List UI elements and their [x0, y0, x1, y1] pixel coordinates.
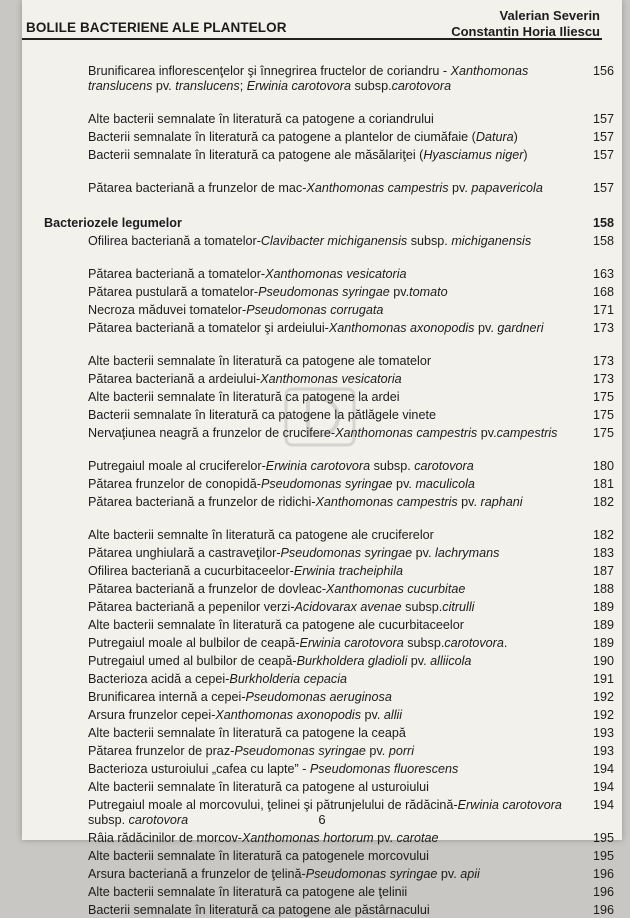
- title-text: Bacterii semnalate în literatură ca patogene la pătlăgele vinete: [88, 408, 436, 422]
- title-text: pv.: [365, 744, 389, 758]
- title-text: pv.: [389, 285, 410, 299]
- toc-entry-title: [88, 690, 392, 704]
- species-name: carotovora: [391, 79, 452, 93]
- toc-page-number: 175: [592, 408, 614, 422]
- species-name: Xanthomonas cucurbitae: [326, 582, 466, 596]
- species-name: Xanthomonas translucens: [88, 64, 529, 93]
- toc-entry-title: [88, 582, 465, 596]
- species-name: carotae: [396, 831, 439, 845]
- toc-page-number: 194: [592, 798, 614, 812]
- toc-entry-title: [88, 726, 406, 740]
- toc-entry: [88, 321, 614, 336]
- toc-entry-title: [88, 654, 471, 668]
- toc-page-number: 189: [592, 600, 614, 614]
- toc-page-number: 158: [592, 234, 614, 248]
- species-name: carotovora: [414, 459, 474, 473]
- toc-entry: [88, 267, 614, 282]
- toc-entry: [88, 726, 614, 741]
- toc-page-number: 173: [592, 321, 614, 335]
- title-text: Pătarea bacteriană a pepenilor verzi-: [88, 600, 295, 614]
- species-name: campestris: [496, 426, 558, 440]
- toc-page-number: 187: [592, 564, 614, 578]
- title-text: Pătarea bacteriană a ardeiului-: [88, 372, 261, 386]
- title-text: subsp.: [401, 600, 443, 614]
- toc-entry-title: [88, 708, 402, 722]
- toc-page-number: 191: [592, 672, 614, 686]
- toc-entry-title: [88, 903, 430, 917]
- title-text: Arsura bacteriană a frunzelor de ţelină-: [88, 867, 306, 881]
- section-heading: [44, 216, 614, 231]
- species-name: Xanthomonas campestris: [315, 495, 458, 509]
- toc-page-number: 157: [592, 148, 614, 162]
- toc-entry-title: [88, 867, 480, 881]
- toc-entry-title: [88, 831, 439, 845]
- toc-page-number: 163: [592, 267, 614, 281]
- species-name: carotovora: [444, 636, 504, 650]
- toc-entry-title: [88, 744, 414, 758]
- title-text: Ofilirea bacteriană a tomatelor-: [88, 234, 261, 248]
- title-text: subsp.: [370, 459, 415, 473]
- page-number: 6: [318, 812, 326, 827]
- toc-entry-title: [88, 528, 434, 542]
- species-name: tomato: [409, 285, 448, 299]
- toc-entry-title: [88, 130, 518, 144]
- toc-page-number: 157: [592, 181, 614, 195]
- species-name: raphani: [480, 495, 523, 509]
- title-text: Bacteriozele legumelor: [44, 216, 182, 230]
- species-name: gardneri: [497, 321, 544, 335]
- title-text: Putregaiul moale al cruciferelor-: [88, 459, 266, 473]
- species-name: Acidovarax avenae: [294, 600, 402, 614]
- toc-entry-title: [88, 546, 499, 560]
- species-name: Pseudomonas aeruginosa: [245, 690, 392, 704]
- species-name: Hyasciamus niger: [423, 148, 524, 162]
- toc-entry-title: [88, 636, 507, 650]
- toc-entry: [88, 112, 614, 127]
- toc-page-number: 183: [592, 546, 614, 560]
- title-text: Bacterioza usturoiului „cafea cu lapte” -: [88, 762, 310, 776]
- title-text: pv.: [474, 321, 498, 335]
- toc-page-number: 168: [592, 285, 614, 299]
- toc-entry: [88, 354, 614, 369]
- title-text: Râia rădăcinilor de morcov-: [88, 831, 242, 845]
- header-rule: [22, 38, 602, 40]
- species-name: Pseudomonas corrugata: [246, 303, 384, 317]
- toc-page-number: 157: [592, 130, 614, 144]
- toc-page-number: 175: [592, 390, 614, 404]
- species-name: papavericola: [471, 181, 543, 195]
- toc-entry: [88, 762, 614, 777]
- toc-entry-title: [88, 181, 543, 195]
- author-2: Constantin Horia Iliescu: [451, 24, 600, 39]
- toc-entry-title: [88, 267, 407, 281]
- species-name: carotovora: [128, 813, 189, 827]
- title-text: ): [513, 130, 518, 144]
- title-text: Alte bacterii semnalate în literatură ca patogene la ardei: [88, 390, 400, 404]
- species-name: alliicola: [430, 654, 472, 668]
- title-text: pv.: [392, 477, 416, 491]
- toc-page-number: 173: [592, 372, 614, 386]
- title-text: .: [503, 636, 508, 650]
- species-name: Pseudomonas fluorescens: [309, 762, 459, 776]
- title-text: Alte bacterii semnalate în literatură ca patogene al usturoiului: [88, 780, 429, 794]
- toc-page-number: 192: [592, 690, 614, 704]
- toc-page-number: 196: [592, 867, 614, 881]
- toc-entry: [88, 903, 614, 918]
- species-name: Pseudomonas syringae: [234, 744, 366, 758]
- title-text: Alte bacterii semnalate în literatură ca patogenele morcovului: [88, 849, 429, 863]
- toc-entry: [88, 130, 614, 145]
- species-name: Erwinia carotovora: [246, 79, 351, 93]
- toc-entry: [88, 849, 614, 864]
- toc-entry: [88, 285, 614, 300]
- toc-page-number: 194: [592, 780, 614, 794]
- toc-entry-title: [88, 780, 429, 794]
- toc-page-number: 193: [592, 744, 614, 758]
- toc-entry: [88, 390, 614, 405]
- toc-entry: [88, 459, 614, 474]
- toc-entry: [88, 408, 614, 423]
- title-text: Ofilirea bacteriană a cucurbitaceelor-: [88, 564, 294, 578]
- toc-entry: [88, 672, 614, 687]
- title-text: Putregaiul moale al bulbilor de ceapă-: [88, 636, 300, 650]
- toc-entry-title: [88, 234, 531, 248]
- toc-entry: [88, 303, 614, 318]
- toc-entry-title: [88, 426, 557, 440]
- species-name: Datura: [475, 130, 514, 144]
- toc-page-number: 192: [592, 708, 614, 722]
- toc-entry-title: [88, 564, 403, 578]
- title-text: Alte bacterii semnalate în literatură ca patogene la ceapă: [88, 726, 406, 740]
- title-text: pv.: [448, 181, 472, 195]
- toc-entry: [88, 564, 614, 579]
- book-page: [22, 0, 622, 917]
- title-text: pv.: [437, 867, 461, 881]
- species-name: Xanthomonas campestris: [335, 426, 478, 440]
- toc-entry-title: [88, 495, 523, 509]
- title-text: Pătarea bacteriană a tomatelor-: [88, 267, 266, 281]
- toc-entry: [88, 618, 614, 633]
- book-title: BOLILE BACTERIENE ALE PLANTELOR: [26, 20, 287, 35]
- title-text: pv.: [477, 426, 497, 440]
- species-name: Erwinia carotovora: [457, 798, 562, 812]
- species-name: Pseudomonas syringae: [260, 477, 393, 491]
- species-name: Burkholderia cepacia: [229, 672, 348, 686]
- toc-entry-title: [88, 477, 475, 491]
- species-name: Xanthomonas vesicatoria: [265, 267, 407, 281]
- title-text: Pătarea bacteriană a frunzelor de dovleac-: [88, 582, 327, 596]
- title-text: Alte bacterii semnalate în literatură ca patogene ale cucurbitaceelor: [88, 618, 464, 632]
- toc-entry: [88, 495, 614, 510]
- toc-page-number: 195: [592, 831, 614, 845]
- toc-page-number: 193: [592, 726, 614, 740]
- species-name: maculicola: [415, 477, 475, 491]
- toc-entry: [88, 582, 614, 597]
- species-name: translucens: [175, 79, 240, 93]
- title-text: Brunificarea inflorescenţelor şi înnegrirea fructelor de coriandru -: [88, 64, 451, 78]
- toc-entry-title: [88, 885, 407, 899]
- toc-entry-title: [88, 285, 448, 299]
- toc-entry-title: [88, 849, 429, 863]
- toc-entry: [88, 654, 614, 669]
- title-text: Pătarea bacteriană a frunzelor de mac-: [88, 181, 307, 195]
- species-name: Xanthomonas campestris: [306, 181, 449, 195]
- title-text: Pătarea bacteriană a frunzelor de ridichi-: [88, 495, 316, 509]
- species-name: Erwinia carotovora: [265, 459, 371, 473]
- toc-entry: [88, 372, 614, 387]
- toc-entry-title: [88, 459, 474, 473]
- title-text: subsp.: [88, 813, 129, 827]
- toc-entry-title: [88, 148, 528, 162]
- title-text: Necroza măduvei tomatelor-: [88, 303, 247, 317]
- toc-entry: [88, 744, 614, 759]
- title-text: pv.: [457, 495, 481, 509]
- species-name: Erwinia carotovora: [299, 636, 404, 650]
- toc-entry-title: [44, 216, 182, 230]
- title-text: pv.: [412, 546, 436, 560]
- toc-page-number: 190: [592, 654, 614, 668]
- species-name: allii: [383, 708, 403, 722]
- title-text: ;: [239, 79, 247, 93]
- title-text: pv.: [407, 654, 431, 668]
- title-text: Bacterii semnalate în literatură ca patogene ale măsălariţei (: [88, 148, 424, 162]
- toc-page-number: 173: [592, 354, 614, 368]
- author-1: Valerian Severin: [499, 8, 600, 23]
- species-name: Xanthomonas axonopodis: [215, 708, 362, 722]
- title-text: pv.: [152, 79, 176, 93]
- toc-entry: [88, 780, 614, 795]
- species-name: Burkholdera gladioli: [296, 654, 408, 668]
- toc-entry: [88, 148, 614, 163]
- species-name: Pseudomonas syringae: [258, 285, 390, 299]
- title-text: Pătarea pustulară a tomatelor-: [88, 285, 259, 299]
- title-text: Nervaţiunea neagră a frunzelor de crucifere-: [88, 426, 336, 440]
- toc-entry-title: [88, 762, 458, 776]
- title-text: Alte bacterii semnalate în literatură ca patogene ale tomatelor: [88, 354, 432, 368]
- title-text: Putregaiul moale al morcovului, ţelinei şi pătrunjelului de rădăcină-: [88, 798, 458, 812]
- title-text: Brunificarea internă a cepei-: [88, 690, 246, 704]
- toc-entry: [88, 64, 614, 94]
- toc-entry-title: [88, 64, 528, 93]
- species-name: Erwinia tracheiphila: [293, 564, 404, 578]
- authors: [451, 8, 600, 40]
- toc-entry-title: [88, 408, 436, 422]
- toc-page-number: 196: [592, 885, 614, 899]
- title-text: ): [523, 148, 528, 162]
- title-text: Arsura frunzelor cepei-: [88, 708, 216, 722]
- toc-page-number: 156: [592, 64, 614, 78]
- title-text: subsp.: [350, 79, 392, 93]
- title-text: Alte bacterii semnalate în literatură ca patogene ale ţelinii: [88, 885, 408, 899]
- toc-page-number: 189: [592, 618, 614, 632]
- species-name: Clavibacter michiganensis: [260, 234, 408, 248]
- toc-entry: [88, 426, 614, 441]
- toc-page-number: 189: [592, 636, 614, 650]
- species-name: citrulli: [442, 600, 475, 614]
- toc-page-number: 194: [592, 762, 614, 776]
- title-text: Bacterioza acidă a cepei-: [88, 672, 230, 686]
- toc-entry-title: [88, 112, 434, 126]
- toc-page-number: 181: [592, 477, 614, 491]
- toc-entry: [88, 181, 614, 196]
- toc-entry-title: [88, 390, 400, 404]
- toc-page-number: 182: [592, 495, 614, 509]
- toc-entry: [88, 690, 614, 705]
- species-name: Xanthomonas axonopodis: [328, 321, 475, 335]
- title-text: Bacterii semnalate în literatură ca patogene a plantelor de ciumăfaie (: [88, 130, 476, 144]
- title-text: pv.: [373, 831, 397, 845]
- title-text: subsp.: [407, 234, 452, 248]
- toc-page-number: 195: [592, 849, 614, 863]
- species-name: michiganensis: [451, 234, 532, 248]
- toc-entry: [88, 867, 614, 882]
- species-name: Pseudomonas syringae: [280, 546, 413, 560]
- toc-entry: [88, 708, 614, 723]
- toc-page-number: 188: [592, 582, 614, 596]
- toc-page-number: 175: [592, 426, 614, 440]
- species-name: porri: [388, 744, 415, 758]
- title-text: Alte bacterii semnalate în literatură ca patogene a coriandrului: [88, 112, 434, 126]
- title-text: Putregaiul umed al bulbilor de ceapă-: [88, 654, 297, 668]
- toc-entry-title: [88, 303, 383, 317]
- toc-entry: [88, 600, 614, 615]
- toc-page-number: 182: [592, 528, 614, 542]
- toc-entry: [88, 477, 614, 492]
- species-name: Xanthomonas vesicatoria: [260, 372, 402, 386]
- title-text: subsp.: [403, 636, 445, 650]
- toc-page-number: 158: [592, 216, 614, 230]
- toc-page-number: 171: [592, 303, 614, 317]
- title-text: Pătarea bacteriană a tomatelor şi ardeiului-: [88, 321, 329, 335]
- toc-entry-title: [88, 618, 464, 632]
- toc-entry-title: [88, 321, 544, 335]
- toc-page-number: 196: [592, 903, 614, 917]
- title-text: Pătarea frunzelor de conopidă-: [88, 477, 261, 491]
- toc-entry: [88, 528, 614, 543]
- species-name: apii: [460, 867, 480, 881]
- title-text: Bacterii semnalate în literatură ca patogene ale păstârnacului: [88, 903, 430, 917]
- title-text: Pătarea frunzelor de praz-: [88, 744, 235, 758]
- toc-entry: [88, 234, 614, 249]
- species-name: Xanthomonas hortorum: [242, 831, 374, 845]
- species-name: lachrymans: [435, 546, 500, 560]
- toc-page-number: 157: [592, 112, 614, 126]
- toc-entry-title: [88, 354, 431, 368]
- toc-entry-title: [88, 600, 474, 614]
- toc-entry: [88, 885, 614, 900]
- toc-entry-title: [88, 372, 402, 386]
- toc-entry: [88, 546, 614, 561]
- title-text: Alte bacterii semnalte în literatură ca patogene ale cruciferelor: [88, 528, 434, 542]
- title-text: pv.: [361, 708, 384, 722]
- toc-page-number: 180: [592, 459, 614, 473]
- title-text: Pătarea unghiulară a castraveţilor-: [88, 546, 281, 560]
- species-name: Pseudomonas syringae: [305, 867, 438, 881]
- toc-entry-title: [88, 672, 347, 686]
- toc-entry: [88, 831, 614, 846]
- toc-entry: [88, 636, 614, 651]
